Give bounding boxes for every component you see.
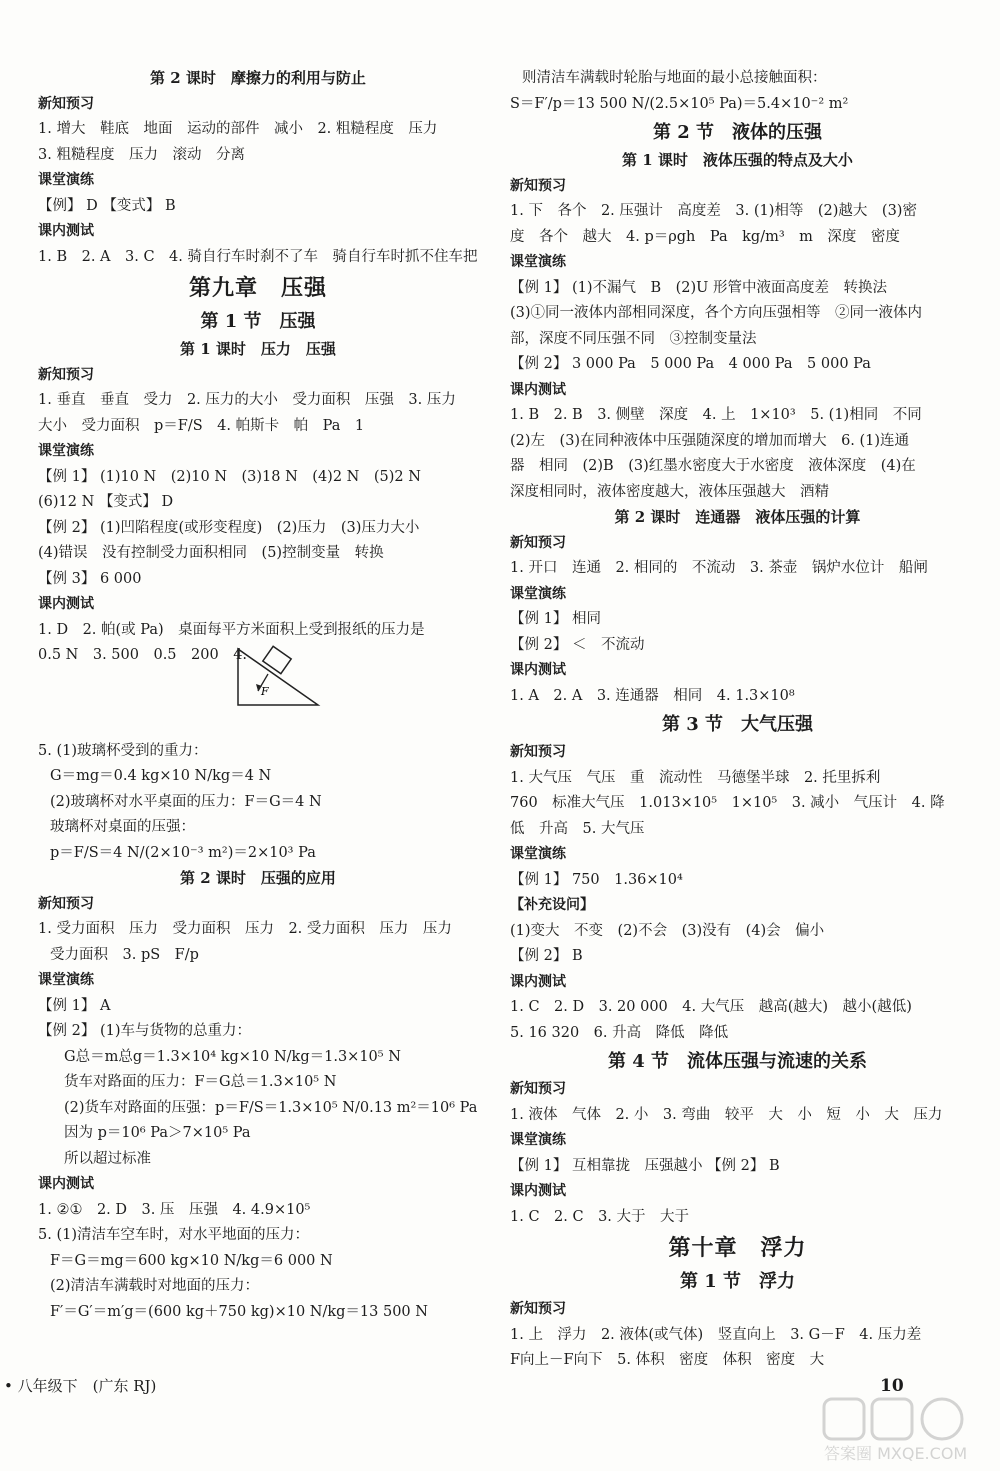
left-line-37: 货车对路面的压力：F＝G总＝1.3×10⁵ N bbox=[64, 1074, 337, 1090]
left-line-3: 3. 粗糙程度 压力 滚动 分离 bbox=[38, 146, 245, 163]
left-line-32: 受力面积 3. pS F/p bbox=[50, 946, 199, 963]
right-line-11: 【例 2】 3 000 Pa 5 000 Pa 4 000 Pa 5 000 Pa bbox=[510, 356, 871, 372]
right-line-35: 课内测试 bbox=[510, 973, 566, 990]
right-line-9: (3)①同一液体内部相同深度，各个方向压强相等 ②同一液体内 bbox=[510, 305, 923, 321]
right-line-16: 深度相同时，液体密度越大，液体压强越大 酒精 bbox=[510, 483, 829, 500]
right-line-33: (1)变大 不变 (2)不会 (3)没有 (4)会 偏小 bbox=[510, 922, 825, 939]
left-line-38: (2)货车对路面的压强：p＝F/S＝1.3×10⁵ N/0.13 m²＝10⁶ Pa bbox=[64, 1099, 478, 1116]
left-line-34: 【例 1】 A bbox=[38, 997, 111, 1014]
right-line-0: 则清洁车满载时轮胎与地面的最小总接触面积： bbox=[522, 70, 827, 86]
left-line-10: 第 1 课时 压力 压强 bbox=[180, 340, 336, 358]
left-line-7: 1. B 2. A 3. C 4. 骑自行车时刹不了车 骑自行车时抓不住车把 bbox=[38, 248, 478, 265]
right-line-15: 器 相同 (2)B (3)红墨水密度大于水密度 液体深度 (4)在 bbox=[510, 458, 916, 474]
right-line-49: F向上－F向下 5. 体积 密度 体积 密度 大 bbox=[510, 1352, 825, 1368]
watermark-logo bbox=[820, 1395, 990, 1465]
right-column bbox=[510, 66, 965, 1374]
right-line-44: 1. C 2. C 3. 大于 大于 bbox=[510, 1208, 690, 1225]
left-line-41: 课内测试 bbox=[38, 1176, 94, 1192]
left-line-17: 【例 2】 (1)凹陷程度(或形变程度) (2)压力 (3)压力大小 bbox=[38, 519, 420, 536]
right-line-24: 1. A 2. A 3. 连通器 相同 4. 1.3×10⁸ bbox=[510, 687, 795, 704]
left-line-36: G总＝m总g＝1.3×10⁴ kg×10 N/kg＝1.3×10⁵ N bbox=[64, 1048, 401, 1065]
right-line-23: 课内测试 bbox=[510, 662, 566, 678]
right-line-39: 新知预习 bbox=[510, 1081, 566, 1097]
left-line-45: (2)清洁车满载时对地面的压力： bbox=[50, 1278, 260, 1294]
page-footer: • 八年级下 (广东 RJ) bbox=[4, 1377, 157, 1395]
left-line-43: 5. (1)清洁车空车时，对水平地面的压力： bbox=[38, 1227, 309, 1243]
left-line-19: 【例 3】 6 000 bbox=[38, 570, 142, 587]
left-line-46: F′＝G′＝m′g＝(600 kg＋750 kg)×10 N/kg＝13 500 N bbox=[50, 1303, 428, 1320]
left-line-42: 1. ②① 2. D 3. 压 压强 4. 4.9×10⁵ bbox=[38, 1201, 311, 1218]
left-line-35: 【例 2】 (1)车与货物的总重力： bbox=[38, 1023, 251, 1039]
right-line-7: 课堂演练 bbox=[510, 254, 566, 270]
left-line-11: 新知预习 bbox=[38, 366, 94, 383]
left-line-1: 新知预习 bbox=[38, 95, 94, 112]
left-line-33: 课堂演练 bbox=[38, 972, 94, 988]
right-line-29: 低 升高 5. 大气压 bbox=[510, 820, 645, 837]
right-line-31: 【例 1】 750 1.36×10⁴ bbox=[510, 871, 683, 888]
right-line-12: 课内测试 bbox=[510, 381, 566, 398]
left-line-5: 【例】 D 【变式】 B bbox=[38, 197, 176, 214]
right-line-42: 【例 1】 互相靠拢 压强越小 【例 2】 B bbox=[510, 1157, 780, 1174]
left-line-27: 玻璃杯对桌面的压强： bbox=[50, 819, 195, 835]
right-line-5: 1. 下 各个 2. 压强计 高度差 3. (1)相等 (2)越大 (3)密 bbox=[510, 203, 917, 219]
left-line-12: 1. 垂直 垂直 受力 2. 压力的大小 受力面积 压强 3. 压力 bbox=[38, 392, 456, 408]
left-line-28: p＝F/S＝4 N/(2×10⁻³ m²)＝2×10³ Pa bbox=[50, 844, 316, 861]
right-line-40: 1. 液体 气体 2. 小 3. 弯曲 较平 大 小 短 小 大 压力 bbox=[510, 1106, 943, 1123]
left-line-40: 所以超过标准 bbox=[64, 1150, 151, 1167]
force-label: F bbox=[261, 684, 269, 698]
right-line-3: 第 1 课时 液体压强的特点及大小 bbox=[622, 151, 853, 169]
right-line-10: 部，深度不同压强不同 ③控制变量法 bbox=[510, 330, 757, 347]
page-number: 10 bbox=[880, 1376, 904, 1396]
left-line-44: F＝G＝mg＝600 kg×10 N/kg＝6 000 N bbox=[50, 1252, 333, 1269]
right-line-22: 【例 2】 ＜ 不流动 bbox=[510, 636, 645, 653]
right-line-19: 1. 开口 连通 2. 相同的 不流动 3. 茶壶 锅炉水位计 船闸 bbox=[510, 560, 928, 576]
left-line-4: 课堂演练 bbox=[38, 172, 94, 188]
right-line-38: 第 4 节 流体压强与流速的关系 bbox=[607, 1051, 868, 1072]
right-line-48: 1. 上 浮力 2. 液体(或气体) 竖直向上 3. G－F 4. 压力差 bbox=[510, 1326, 922, 1343]
right-line-13: 1. B 2. B 3. 侧壁 深度 4. 上 1×10³ 5. (1)相同 不同 bbox=[510, 407, 922, 423]
left-line-14: 课堂演练 bbox=[38, 443, 94, 459]
left-line-2: 1. 增大 鞋底 地面 运动的部件 减小 2. 粗糙程度 压力 bbox=[38, 121, 438, 137]
left-line-6: 课内测试 bbox=[38, 223, 94, 239]
left-line-15: 【例 1】 (1)10 N (2)10 N (3)18 N (4)2 N (5)2 N bbox=[38, 468, 421, 485]
left-line-22: 0.5 N 3. 500 0.5 200 4. bbox=[38, 647, 248, 663]
right-line-4: 新知预习 bbox=[510, 177, 566, 194]
right-line-46: 第 1 节 浮力 bbox=[679, 1271, 796, 1292]
right-line-20: 课堂演练 bbox=[510, 585, 566, 602]
left-line-0: 第 2 课时 摩擦力的利用与防止 bbox=[150, 69, 366, 87]
right-line-21: 【例 1】 相同 bbox=[510, 611, 601, 627]
right-line-34: 【例 2】 B bbox=[510, 948, 583, 964]
right-line-26: 新知预习 bbox=[510, 744, 566, 760]
left-line-39: 因为 p＝10⁶ Pa＞7×10⁵ Pa bbox=[64, 1125, 251, 1141]
left-line-30: 新知预习 bbox=[38, 895, 94, 912]
left-line-26: (2)玻璃杯对水平桌面的压力：F＝G＝4 N bbox=[50, 793, 322, 810]
watermark-text: 答案圈 MXQE.COM bbox=[824, 1444, 968, 1463]
right-line-2: 第 2 节 液体的压强 bbox=[652, 122, 823, 143]
incline-diagram bbox=[228, 639, 388, 709]
left-line-8: 第九章 压强 bbox=[188, 275, 327, 301]
left-line-31: 1. 受力面积 压力 受力面积 压力 2. 受力面积 压力 压力 bbox=[38, 921, 452, 937]
right-line-45: 第十章 浮力 bbox=[668, 1235, 807, 1261]
right-line-37: 5. 16 320 6. 升高 降低 降低 bbox=[510, 1024, 729, 1041]
right-line-28: 760 标准大气压 1.013×10⁵ 1×10⁵ 3. 减小 气压计 4. 降 bbox=[510, 795, 945, 811]
left-line-9: 第 1 节 压强 bbox=[200, 311, 316, 332]
left-line-29: 第 2 课时 压强的应用 bbox=[180, 869, 336, 887]
right-line-43: 课内测试 bbox=[510, 1183, 566, 1199]
left-line-18: (4)错误 没有控制受力面积相同 (5)控制变量 转换 bbox=[38, 545, 384, 561]
left-line-20: 课内测试 bbox=[38, 596, 94, 612]
right-line-27: 1. 大气压 气压 重 流动性 马德堡半球 2. 托里拆利 bbox=[510, 769, 881, 786]
left-line-13: 大小 受力面积 p＝F/S 4. 帕斯卡 帕 Pa 1 bbox=[38, 417, 365, 434]
right-line-41: 课堂演练 bbox=[510, 1132, 566, 1148]
left-line-21: 1. D 2. 帕(或 Pa) 桌面每平方米面积上受到报纸的压力是 bbox=[38, 621, 425, 638]
right-line-6: 度 各个 越大 4. p＝ρgh Pa kg/m³ m 深度 密度 bbox=[510, 228, 900, 245]
incline-diagram-row bbox=[38, 669, 478, 739]
right-line-18: 新知预习 bbox=[510, 534, 566, 551]
left-line-25: G＝mg＝0.4 kg×10 N/kg＝4 N bbox=[50, 768, 272, 784]
left-line-16: (6)12 N 【变式】 D bbox=[38, 494, 174, 510]
right-line-1: S＝F′/p＝13 500 N/(2.5×10⁵ Pa)＝5.4×10⁻² m² bbox=[510, 95, 849, 112]
right-line-30: 课堂演练 bbox=[510, 846, 566, 862]
left-column bbox=[38, 66, 478, 1325]
right-line-25: 第 3 节 大气压强 bbox=[661, 714, 814, 735]
right-line-32: 【补充设问】 bbox=[510, 897, 594, 913]
right-line-36: 1. C 2. D 3. 20 000 4. 大气压 越高(越大) 越小(越低) bbox=[510, 999, 912, 1015]
right-line-17: 第 2 课时 连通器 液体压强的计算 bbox=[614, 508, 861, 526]
right-line-47: 新知预习 bbox=[510, 1301, 566, 1317]
left-line-24: 5. (1)玻璃杯受到的重力： bbox=[38, 742, 208, 759]
right-line-8: 【例 1】 (1)不漏气 B (2)U 形管中液面高度差 转换法 bbox=[510, 279, 888, 296]
right-line-14: (2)左 (3)在同种液体中压强随深度的增加而增大 6. (1)连通 bbox=[510, 432, 910, 449]
